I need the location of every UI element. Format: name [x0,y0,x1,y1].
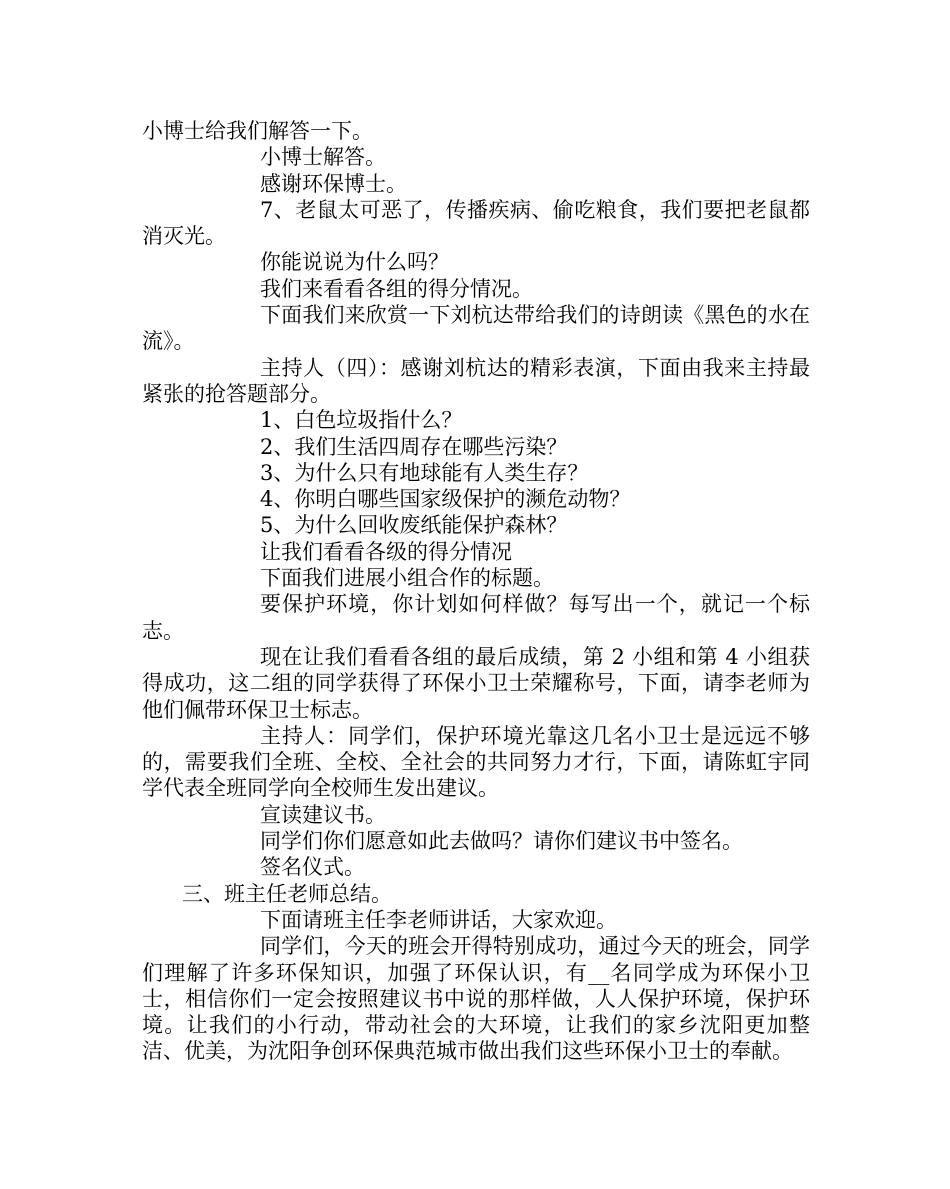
paragraph: 小博士给我们解答一下。 [142,119,373,143]
list-item: 5、为什么回收废纸能保护森林？ [260,513,568,538]
paragraph: 下面我们进展小组合作的标题。 [260,566,554,591]
paragraph: 7、老鼠太可恶了，传播疾病、偷吃粮食，我们要把老鼠都消灭光。 [142,197,810,249]
paragraph: 同学们，今天的班会开得特别成功，通过今天的班会，同学们理解了许多环保知识，加强了环保认识，有__名同学成为环保小卫士，相信你们一定会按照建议书中说的那样做，人人保护环境，保护环境。让我们的小行动，带动社会的大环境，让我们的家乡沈阳更加整洁、优美，为沈阳争创环保典范城市做出我们这些环保小卫士的奉献。 [142,934,810,1064]
paragraph: 要保护环境，你计划如何样做？每写出一个，就记一个标志。 [142,592,810,643]
paragraph: 我们来看看各组的得分情况。 [260,276,533,301]
paragraph: 让我们看看各级的得分情况 [260,539,512,564]
list-item: 3、为什么只有地球能有人类生存？ [260,460,589,485]
list-item: 2、我们生活四周存在哪些污染？ [260,434,568,459]
paragraph: 下面请班主任李老师讲话，大家欢迎。 [260,907,617,932]
paragraph: 感谢环保博士。 [260,171,407,196]
paragraph: 现在让我们看看各组的最后成绩，第 2 小组和第 4 小组获得成功，这二组的同学获得了环保小卫士荣耀称号，下面，请李老师为他们佩带环保卫士标志。 [142,644,810,722]
paragraph: 宣读建议书。 [260,802,386,827]
list-item: 4、你明白哪些国家级保护的濒危动物？ [260,487,631,512]
document-body [142,118,810,1065]
paragraph: 下面我们来欣赏一下刘杭达带给我们的诗朗读《黑色的水在流》。 [142,303,810,354]
paragraph: 主持人：同学们，保护环境光靠这几名小卫士是远远不够的，需要我们全班、全校、全社会的共同努力才行，下面，请陈虹宇同学代表全班同学向全校师生发出建议。 [142,723,810,801]
paragraph: 主持人（四）：感谢刘杭达的精彩表演，下面由我来主持最紧张的抢答题部分。 [142,355,810,406]
paragraph: 同学们你们愿意如此去做吗？请你们建议书中签名。 [260,829,743,854]
section-heading: 三、班主任老师总结。 [182,881,392,906]
list-item: 1、白色垃圾指什么？ [260,408,463,433]
paragraph: 小博士解答。 [260,145,386,170]
paragraph: 你能说说为什么吗？ [260,250,449,275]
paragraph: 签名仪式。 [260,855,365,880]
